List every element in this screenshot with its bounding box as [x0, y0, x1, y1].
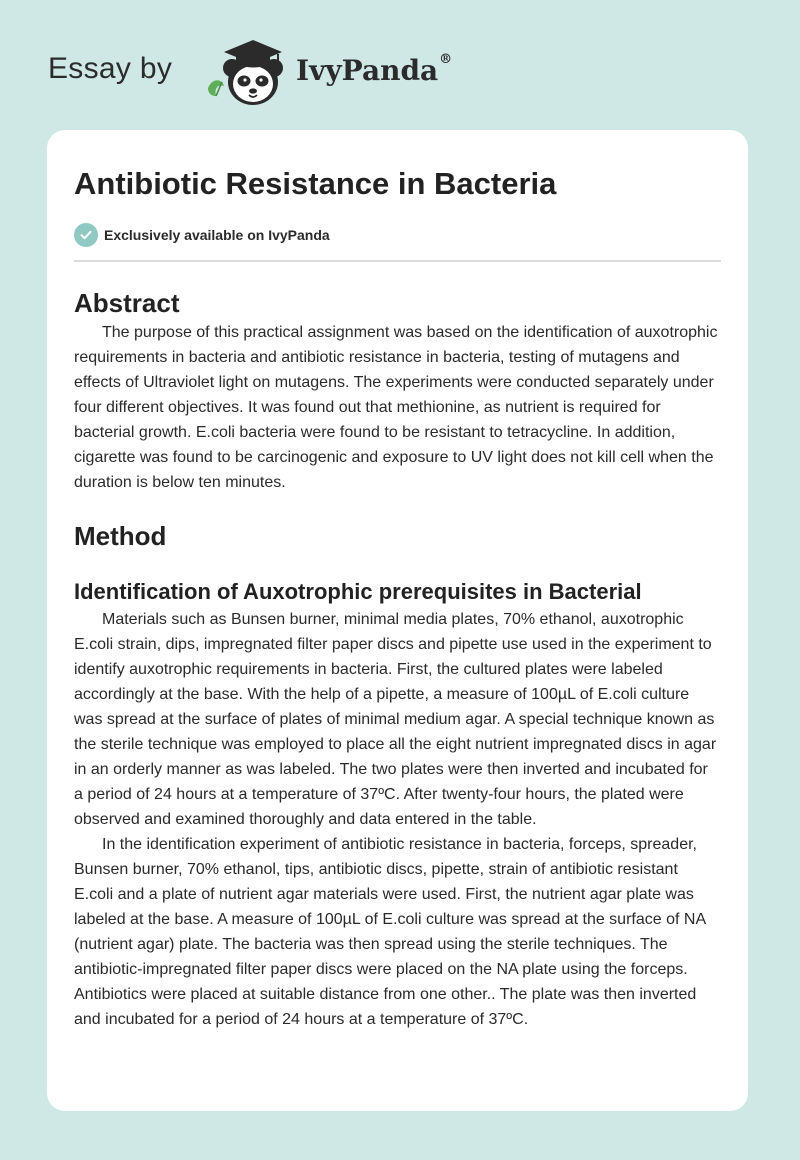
site-brand[interactable]: [48, 34, 508, 114]
title-divider: [74, 260, 721, 262]
exclusive-label: Exclusively available on IvyPanda: [104, 227, 330, 243]
method-paragraph-2: In the identification experiment of antibiotic resistance in bacteria, forceps, spreader, Bunsen burner, 70% ethanol, tips, antibiotic discs, pipette, strain of antibiotic resistant E.coli and a plate of nutrient agar materials were used. First, the nutrient agar plate was labeled at the base. A measure of 100µL of E.coli culture was spread at the surface of NA (nutrient agar) plate. The bacteria was then spread using the sterile techniques. The antibiotic-impregnated filter paper discs were placed on the NA plate using the forceps. Antibiotics were placed at suitable distance from one other.. The plate was then inverted and incubated for a period of 24 hours at a temperature of 37ºC.: [74, 836, 706, 1028]
check-icon: [74, 223, 98, 247]
panda-graduate-icon: [204, 34, 290, 110]
brand-name-text: IvyPanda: [296, 54, 439, 87]
abstract-heading: Abstract: [74, 288, 180, 318]
essay-title: Antibiotic Resistance in Bacteria: [74, 166, 557, 201]
brand-prefix: Essay by: [48, 52, 173, 85]
method-paragraph-1: Materials such as Bunsen burner, minimal media plates, 70% ethanol, auxotrophic E.coli strain, dips, impregnated filter paper discs and pipette use used in the experiment to identify auxotrophic requirements in bacteria. First, the cultured plates were labeled accordingly at the base. With the help of a pipette, a measure of 100µL of E.coli culture was spread at the surface of plates of minimal medium agar. A special technique known as the sterile technique was employed to place all the eight nutrient impregnated discs in agar in an orderly manner as was labeled. The two plates were then inverted and incubated for a period of 24 hours at a temperature of 37ºC. After twenty-four hours, the plated were observed and examined thoroughly and data entered in the table.: [74, 611, 717, 828]
subsection-heading: Identification of Auxotrophic prerequisites in Bacterial: [74, 579, 642, 604]
exclusive-badge: [74, 222, 721, 248]
method-heading: Method: [74, 521, 167, 551]
brand-name: [296, 54, 452, 87]
abstract-paragraph: The purpose of this practical assignment was based on the identification of auxotrophic requirements in bacteria and antibiotic resistance in bacteria, testing of mutagens and effects of Ultraviolet light on mutagens. The experiments were conducted separately under four different objectives. It was found out that methionine, as nutrient is required for bacterial growth. E.coli bacteria were found to be resistant to tetracycline. In addition, cigarette was found to be carcinogenic and exposure to UV light does not kill cell when the duration is below ten minutes.: [74, 324, 718, 491]
registered-mark: ®: [439, 52, 453, 67]
essay-card: [47, 130, 748, 1111]
